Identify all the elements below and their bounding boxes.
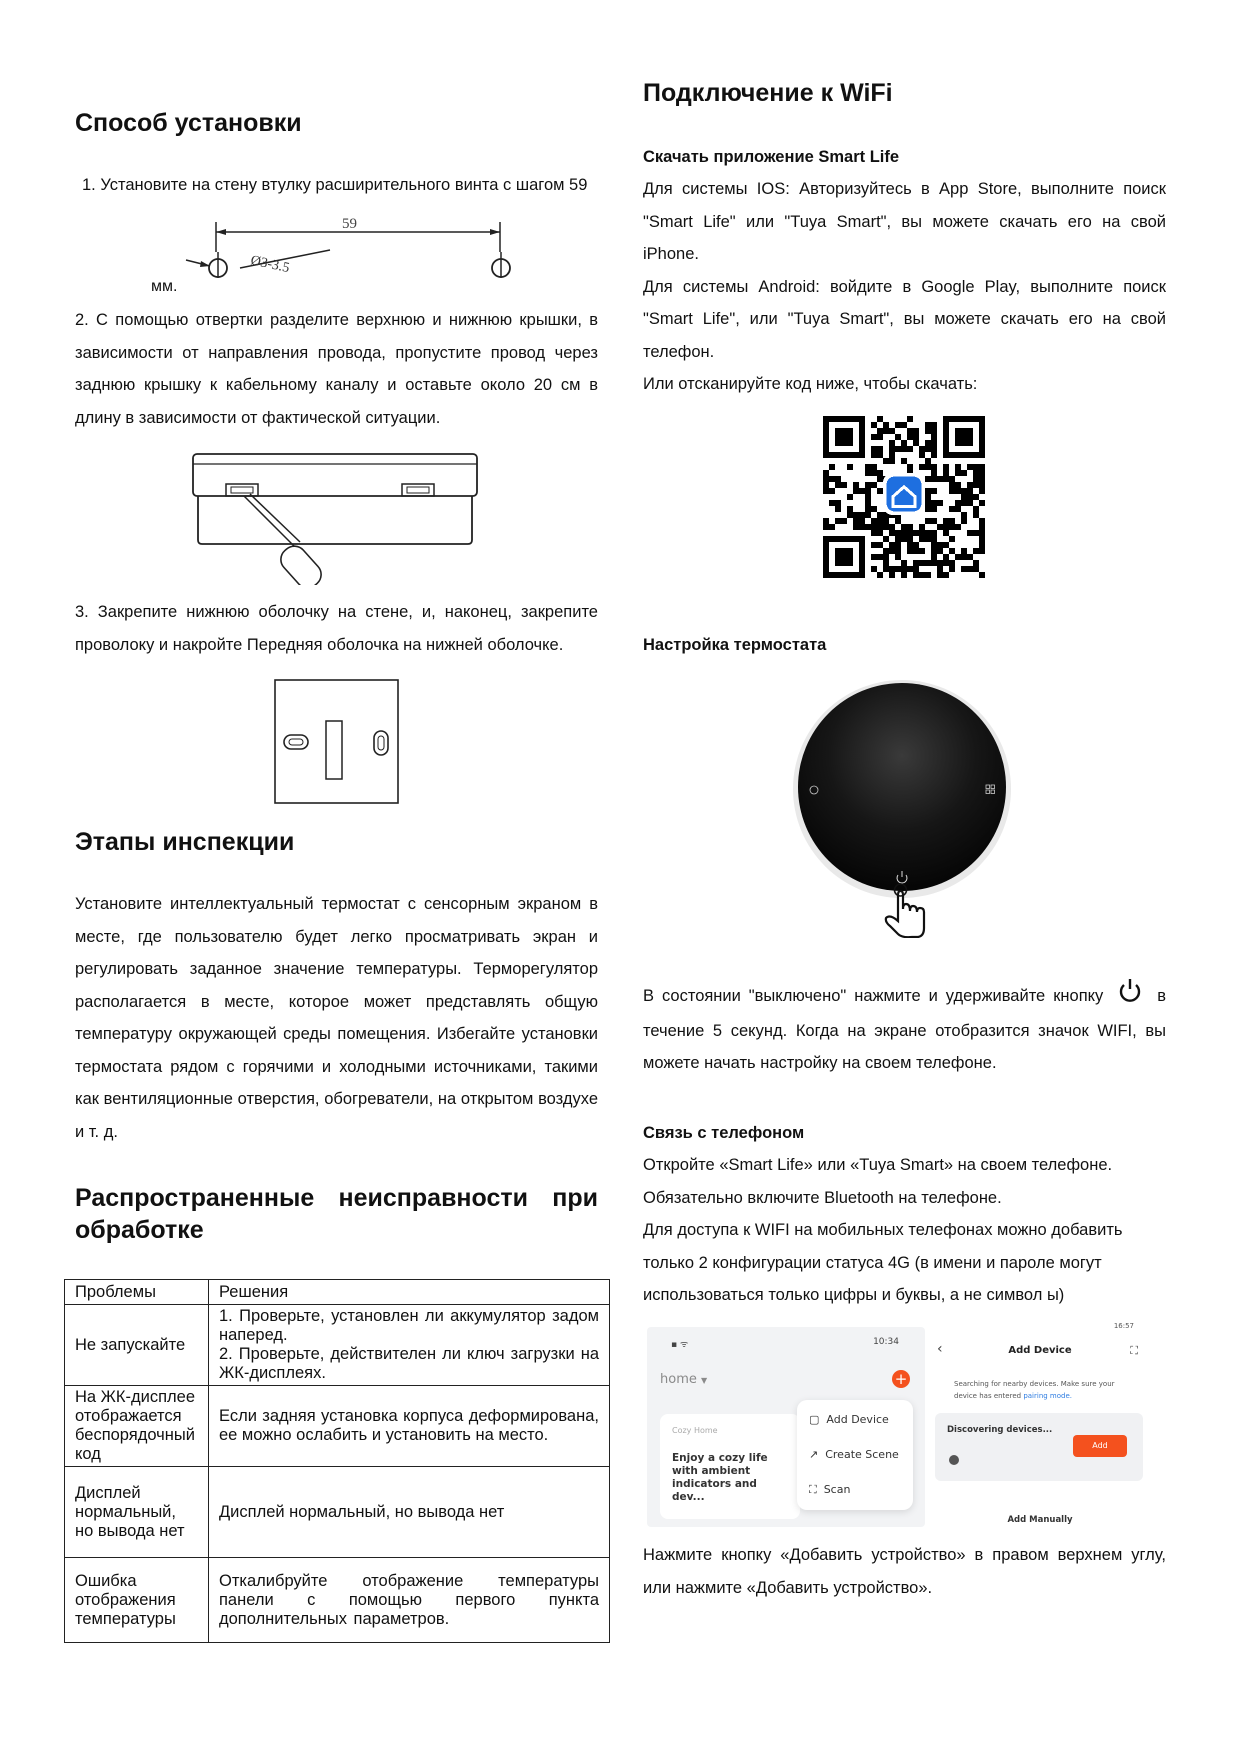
status-time: 10:34 (873, 1337, 899, 1347)
thermostat-illustration (790, 678, 1015, 938)
faults-table (64, 1279, 610, 1643)
phone-screen-add-device (930, 1320, 1150, 1532)
table-row (65, 1386, 610, 1467)
problem-cell: На ЖК-дисплее отображается беспорядочный код (65, 1386, 209, 1467)
wifi-title: Подключение к WiFi (643, 79, 893, 107)
solution-line: 2. Проверьте, действителен ли ключ загрузки на ЖК-дисплеях. (219, 1345, 599, 1382)
device-dot-icon (949, 1455, 959, 1465)
phone-link-heading: Связь с телефоном (643, 1124, 805, 1142)
inspection-text: Установите интеллектуальный термостат с сенсорным экраном в месте, где пользователю будет легко просматривать экран и регулировать заданное значение температуры. Терморегулятор располагается в месте, которое может представлять общую температуру окружающей среды помещения. Избегайте установки термостата рядом с горячими и холодными источниками, такими как вентиляционные отверстия, обогреватели, на открытом воздухе и т. д. (75, 895, 598, 1141)
solution-cell (209, 1305, 610, 1386)
qr-code (823, 416, 985, 578)
menu-item-create-scene[interactable] (809, 1448, 899, 1461)
scan-frame-icon[interactable]: ⛶ (1130, 1344, 1138, 1357)
menu-item-add-device[interactable] (809, 1413, 889, 1426)
status-icons: ▪ ᯤ (671, 1340, 689, 1350)
caret-down-icon: ▼ (701, 1376, 708, 1385)
searching-text (954, 1378, 1134, 1402)
table-row (65, 1467, 610, 1558)
housing-screwdriver-diagram (190, 450, 480, 585)
phone-link-line1: Откройте «Smart Life» или «Tuya Smart» на своем телефоне. (643, 1156, 1113, 1174)
solution-cell: Дисплей нормальный, но вывода нет (209, 1467, 610, 1558)
screw-spacing-diagram (180, 212, 520, 282)
add-device-icon: ▢ (809, 1413, 820, 1426)
android-instructions: Для системы Android: войдите в Google Play, выполните поиск "Smart Life", или "Tuya Smart", вы можете скачать его на свой телефон. (643, 277, 1166, 361)
card-small-label: Cozy Home (672, 1426, 718, 1435)
setup-text (643, 977, 1166, 1080)
phone-link-line3: Для доступа к WIFI на мобильных телефонах можно добавить только 2 конфигурации статуса 4G (в имени и пароле могут использоваться только цифры и буквы, а не символ ы) (643, 1221, 1123, 1304)
header-problems: Проблемы (65, 1280, 209, 1305)
inspection-title: Этапы инспекции (75, 828, 295, 856)
setup-heading: Настройка термостата (643, 636, 827, 654)
install-step2: 2. С помощью отвертки разделите верхнюю и нижнюю крышки, в зависимости от направления провода, пропустите провод через заднюю крышку к кабельному каналу и оставьте около 20 см в длину в зависимости от фактической ситуации. (75, 311, 598, 427)
problem-cell: Ошибка отображения температуры (65, 1558, 209, 1643)
download-text (643, 173, 1166, 401)
scan-icon: ⛶ (809, 1483, 817, 1496)
back-arrow-icon[interactable]: ‹ (937, 1341, 943, 1357)
menu-add-device-label: Add Device (826, 1413, 889, 1426)
ios-instructions: Для системы IOS: Авторизуйтесь в App Store, выполните поиск "Smart Life" или "Tuya Smart", вы можете скачать его на свой iPhone. (643, 180, 1166, 263)
home-selector[interactable] (660, 1372, 707, 1387)
header-solutions: Решения (209, 1280, 610, 1305)
table-row (65, 1305, 610, 1386)
table-header-row (65, 1280, 610, 1305)
scan-instructions: Или отсканируйте код ниже, чтобы скачать: (643, 375, 978, 393)
power-button-icon (1117, 977, 1143, 1003)
menu-scan-label: Scan (823, 1483, 851, 1496)
menu-item-scan[interactable] (809, 1483, 850, 1497)
faults-title: Распространенные неисправности при (75, 1184, 598, 1212)
card-title: Enjoy a cozy life with ambient indicators and dev... (672, 1452, 768, 1503)
solution-cell: Если задняя установка корпуса деформирована, ее можно ослабить и установить на место. (209, 1386, 610, 1467)
menu-create-scene-label: Create Scene (825, 1448, 899, 1461)
add-button[interactable]: Add (1073, 1435, 1127, 1457)
install-step3: 3. Закрепите нижнюю оболочку на стене, и, наконец, закрепите проволоку и накройте Передняя оболочка на нижней оболочке. (75, 603, 598, 654)
pairing-mode-link[interactable]: pairing mode. (1023, 1392, 1073, 1400)
setup-text-part2: в (1157, 987, 1166, 1005)
phone-link-line2: Обязательно включите Bluetooth на телефоне. (643, 1188, 1002, 1207)
setup-text-part1: В состоянии "выключено" нажмите и удерживайте кнопку (643, 987, 1104, 1005)
download-heading: Скачать приложение Smart Life (643, 148, 900, 166)
home-label: home (660, 1372, 697, 1387)
install-title: Способ установки (75, 109, 302, 137)
solution-line: 1. Проверьте, установлен ли аккумулятор задом наперед. (219, 1307, 599, 1344)
solution-cell: Откалибруйте отображение температуры панели с помощью первого пункта дополнительных параметров. (209, 1558, 610, 1643)
scene-icon: ↗ (809, 1448, 819, 1461)
cozy-home-card[interactable] (660, 1414, 800, 1519)
discovering-label: Discovering devices... (947, 1425, 1053, 1435)
hole-label: Ø3-3.5 (249, 253, 291, 277)
dim-label: 59 (342, 216, 357, 232)
step1-unit: мм. (151, 278, 178, 295)
table-row (65, 1558, 610, 1643)
phone-screen-home (647, 1327, 925, 1527)
phone-link-text (643, 1149, 1166, 1312)
discovering-card (935, 1413, 1143, 1481)
add-manually-link[interactable]: Add Manually (1007, 1515, 1073, 1525)
problem-cell: Не запускайте (65, 1305, 209, 1386)
status-time-2: 16:57 (1113, 1322, 1134, 1330)
problem-cell: Дисплей нормальный, но вывода нет (65, 1467, 209, 1558)
searching-label: Searching for nearby devices. Make sure your device has entered (954, 1380, 1115, 1400)
base-plate-diagram (274, 679, 400, 805)
add-device-title: Add Device (1008, 1345, 1072, 1356)
faults-title-line2: обработке (75, 1216, 204, 1244)
setup-text-rest: течение 5 секунд. Когда на экране отобразится значок WIFI, вы можете начать настройку на своем телефоне. (643, 1021, 1166, 1072)
install-step1: 1. Установите на стену втулку расширительного винта с шагом 59 (82, 176, 588, 194)
add-menu-popup (797, 1400, 913, 1510)
add-plus-button[interactable]: + (892, 1370, 910, 1388)
phone-link-after: Нажмите кнопку «Добавить устройство» в правом верхнем углу, или нажмите «Добавить устройство». (643, 1546, 1166, 1597)
